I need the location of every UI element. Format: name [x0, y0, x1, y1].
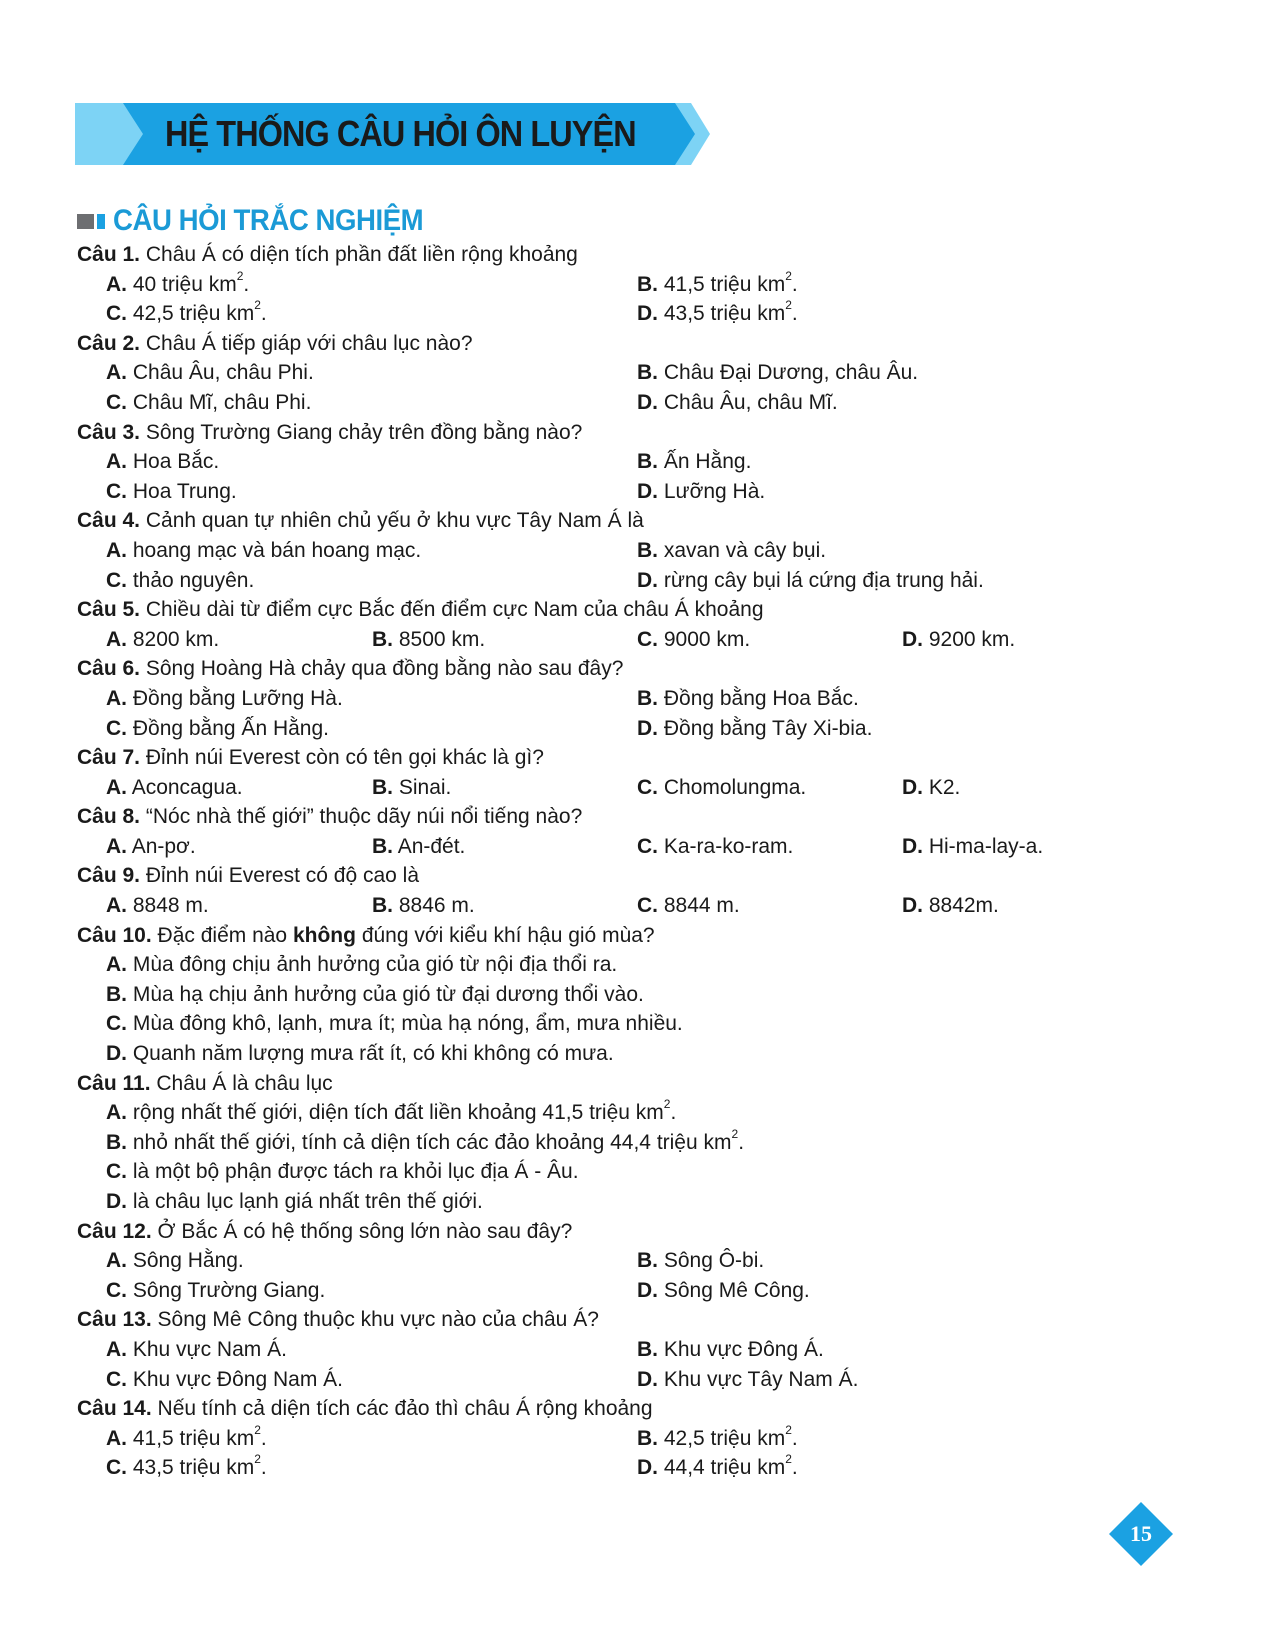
option-text: Hoa Trung. [132, 479, 237, 503]
option-row [77, 1246, 1197, 1276]
question-stem [77, 802, 1197, 832]
option-text: Mùa đông chịu ảnh hưởng của gió từ nội địa thổi ra. [132, 953, 618, 977]
superscript: 2 [785, 1452, 792, 1467]
option-text: Châu Đại Dương, châu Âu. [663, 361, 919, 385]
option-row [77, 270, 1197, 300]
option-d [637, 1276, 810, 1306]
option-text: An-pơ. [131, 834, 196, 858]
question-stem [77, 921, 1197, 951]
option-letter: B. [637, 1249, 658, 1273]
option-b [637, 358, 918, 388]
option-letter: B. [637, 361, 658, 385]
option-text: Mùa đông khô, lạnh, mưa ít; mùa hạ nóng, ẩm, mưa nhiều. [132, 1012, 683, 1036]
question-stem [77, 1217, 1197, 1247]
question-block [77, 329, 1197, 418]
option-text: Đồng bằng Hoa Bắc. [663, 686, 859, 710]
option-row [77, 358, 1197, 388]
option-text: Đồng bằng Ấn Hằng. [132, 716, 329, 740]
option-text: Sinai. [398, 775, 452, 799]
option-d [637, 566, 984, 596]
option-row [77, 684, 1197, 714]
superscript: 2 [254, 298, 261, 313]
question-block [77, 506, 1197, 595]
option-end: . [260, 302, 267, 326]
option-row [77, 447, 1197, 477]
question-text: Nếu tính cả diện tích các đảo thì châu Á rộng khoảng [157, 1397, 653, 1421]
question-stem [77, 1069, 1197, 1099]
question-text: Sông Mê Công thuộc khu vực nào của châu Á? [157, 1308, 599, 1332]
option-letter: A. [106, 1337, 127, 1361]
page-number-badge [1108, 1501, 1174, 1567]
option-text: 8848 m. [132, 894, 209, 918]
option-letter: C. [106, 479, 127, 503]
option-a [106, 684, 343, 714]
question-number: Câu 7. [77, 746, 141, 770]
option-letter: D. [637, 1456, 658, 1480]
option-d [902, 773, 960, 803]
option-letter: B. [637, 1337, 658, 1361]
option-a [106, 1246, 244, 1276]
option-end: . [243, 272, 250, 296]
option-b [637, 1424, 798, 1454]
option-text: hoang mạc và bán hoang mạc. [132, 538, 422, 562]
question-stem [77, 861, 1197, 891]
option-letter: A. [106, 361, 127, 385]
option-d [637, 1365, 858, 1395]
option-letter: D. [106, 1190, 127, 1213]
question-number: Câu 10. [77, 923, 152, 947]
question-number: Câu 12. [77, 1219, 152, 1243]
option-text: xavan và cây bụi. [663, 538, 827, 562]
option-text: 42,5 triệu km [132, 302, 255, 326]
option-letter: C. [106, 390, 127, 414]
option-letter: A. [106, 1101, 127, 1125]
question-text: Châu Á tiếp giáp với châu lục nào? [145, 331, 473, 355]
option-text: Quanh năm lượng mưa rất ít, có khi không có mưa. [132, 1042, 614, 1066]
option-text: Châu Mĩ, châu Phi. [132, 390, 312, 414]
option-letter: C. [106, 1456, 127, 1480]
question-text: Chiều dài từ điểm cực Bắc đến điểm cực Nam của châu Á khoảng [145, 598, 764, 622]
option-d [77, 1187, 1197, 1217]
option-text: Châu Âu, châu Phi. [132, 361, 314, 385]
option-text: Hi-ma-lay-a. [928, 834, 1044, 858]
option-row [77, 299, 1197, 329]
option-letter: B. [106, 982, 127, 1006]
option-b [637, 684, 859, 714]
option-row [77, 1335, 1197, 1365]
option-letter: C. [106, 1278, 127, 1302]
option-letter: A. [106, 834, 127, 858]
option-letter: A. [106, 1249, 127, 1273]
option-text: Aconcagua. [131, 775, 243, 799]
option-letter: C. [106, 1160, 127, 1184]
option-end: . [670, 1101, 677, 1125]
option-letter: D. [902, 627, 923, 651]
option-text: Đồng bằng Lưỡng Hà. [132, 686, 343, 710]
option-row [77, 625, 1197, 655]
option-text: Sông Trường Giang. [132, 1278, 326, 1302]
option-letter: D. [902, 775, 923, 799]
question-number: Câu 5. [77, 598, 141, 622]
option-c [77, 1009, 1197, 1039]
question-block [77, 240, 1197, 329]
section-marker-gray [77, 214, 94, 229]
option-text: 43,5 triệu km [663, 302, 786, 326]
option-d [637, 1453, 798, 1483]
option-text: Khu vực Đông Nam Á. [132, 1367, 343, 1391]
option-end: . [791, 1426, 798, 1450]
option-c [106, 714, 329, 744]
option-a [77, 1098, 1197, 1128]
option-letter: C. [637, 834, 658, 858]
option-row [77, 1453, 1197, 1483]
option-b [372, 832, 465, 862]
option-c [106, 1276, 325, 1306]
question-stem [77, 240, 1197, 270]
option-letter: C. [637, 627, 658, 651]
superscript: 2 [785, 1422, 792, 1437]
option-end: . [791, 302, 798, 326]
section-marker-blue [97, 214, 105, 229]
option-letter: D. [637, 716, 658, 740]
option-a [106, 891, 209, 921]
option-row [77, 566, 1197, 596]
question-text: Đỉnh núi Everest còn có tên gọi khác là gì? [145, 746, 544, 770]
option-text: rộng nhất thế giới, diện tích đất liền khoảng 41,5 triệu km [132, 1101, 664, 1125]
option-row [77, 1276, 1197, 1306]
question-number: Câu 14. [77, 1397, 152, 1421]
question-number: Câu 13. [77, 1308, 152, 1332]
option-row [77, 773, 1197, 803]
option-text: 8846 m. [398, 894, 475, 918]
option-d [637, 714, 872, 744]
option-row [77, 536, 1197, 566]
option-letter: B. [372, 775, 393, 799]
question-number: Câu 9. [77, 864, 141, 888]
option-d [902, 625, 1015, 655]
question-emphasis: không [292, 923, 356, 947]
option-letter: B. [106, 1130, 127, 1154]
question-text: Sông Hoàng Hà chảy qua đồng bằng nào sau đây? [145, 657, 624, 681]
option-text: Lưỡng Hà. [663, 479, 766, 503]
question-block [77, 1305, 1197, 1394]
question-number: Câu 4. [77, 509, 141, 533]
question-block [77, 595, 1197, 654]
option-a [106, 1335, 287, 1365]
option-end: . [738, 1130, 745, 1154]
option-letter: A. [106, 627, 127, 651]
question-block [77, 921, 1197, 1069]
page-title: HỆ THỐNG CÂU HỎI ÔN LUYỆN [165, 113, 636, 154]
option-text: K2. [928, 775, 961, 799]
option-text: 44,4 triệu km [663, 1456, 786, 1480]
question-number: Câu 11. [77, 1071, 151, 1095]
option-text: 9000 km. [663, 627, 751, 651]
question-text: Sông Trường Giang chảy trên đồng bằng nào? [145, 420, 583, 444]
option-row [77, 714, 1197, 744]
option-row [77, 477, 1197, 507]
option-text: thảo nguyên. [132, 568, 255, 592]
option-c [106, 299, 267, 329]
option-letter: A. [106, 686, 127, 710]
option-letter: B. [372, 627, 393, 651]
question-text: Đặc điểm nào [157, 923, 288, 947]
question-text: Cảnh quan tự nhiên chủ yếu ở khu vực Tây Nam Á là [145, 509, 644, 533]
option-text: Sông Ô-bi. [663, 1249, 765, 1273]
option-letter: B. [372, 834, 393, 858]
option-d [637, 299, 798, 329]
question-text: “Nóc nhà thế giới” thuộc dãy núi nổi tiếng nào? [145, 805, 583, 829]
option-text: 8200 km. [132, 627, 220, 651]
option-letter: D. [637, 479, 658, 503]
question-number: Câu 3. [77, 420, 141, 444]
option-text: Sông Mê Công. [663, 1278, 810, 1302]
option-a [106, 447, 219, 477]
option-text: 8842m. [928, 894, 999, 918]
question-stem [77, 743, 1197, 773]
question-block [77, 1069, 1197, 1217]
question-block [77, 418, 1197, 507]
option-b [77, 1128, 1197, 1158]
question-stem [77, 1305, 1197, 1335]
option-text: Ấn Hằng. [663, 450, 752, 474]
option-d [77, 1039, 1197, 1069]
question-number: Câu 8. [77, 805, 141, 829]
option-text: Hoa Bắc. [132, 450, 220, 474]
option-letter: B. [637, 538, 658, 562]
option-text: Mùa hạ chịu ảnh hưởng của gió từ đại dương thổi vào. [132, 982, 644, 1006]
option-c [637, 891, 740, 921]
option-row [77, 388, 1197, 418]
option-letter: C. [637, 775, 658, 799]
option-letter: C. [637, 894, 658, 918]
option-b [637, 1246, 764, 1276]
question-stem [77, 329, 1197, 359]
option-b [77, 980, 1197, 1010]
question-number: Câu 2. [77, 331, 141, 355]
superscript: 2 [785, 268, 792, 283]
option-c [106, 1365, 343, 1395]
option-d [902, 891, 999, 921]
page-number: 15 [1130, 1521, 1152, 1546]
option-letter: B. [637, 686, 658, 710]
option-text: Đồng bằng Tây Xi-bia. [663, 716, 873, 740]
option-c [637, 625, 750, 655]
option-letter: A. [106, 450, 127, 474]
question-number: Câu 6. [77, 657, 141, 681]
option-text: Khu vực Nam Á. [132, 1337, 287, 1361]
option-text: 8844 m. [663, 894, 740, 918]
option-text: Châu Âu, châu Mĩ. [663, 390, 838, 414]
option-b [372, 773, 451, 803]
question-block [77, 654, 1197, 743]
question-list [77, 240, 1197, 1483]
question-text: Ở Bắc Á có hệ thống sông lớn nào sau đây? [157, 1219, 573, 1243]
question-text: Đỉnh núi Everest có độ cao là [145, 864, 420, 888]
question-stem [77, 595, 1197, 625]
question-block [77, 1394, 1197, 1483]
option-letter: D. [637, 302, 658, 326]
option-letter: B. [372, 894, 393, 918]
option-a [77, 950, 1197, 980]
option-letter: C. [106, 568, 127, 592]
option-letter: C. [106, 1012, 127, 1036]
option-b [372, 625, 485, 655]
option-a [106, 773, 243, 803]
option-d [637, 388, 838, 418]
option-d [902, 832, 1043, 862]
option-letter: A. [106, 538, 127, 562]
question-stem [77, 418, 1197, 448]
option-a [106, 832, 196, 862]
option-text: 9200 km. [928, 627, 1016, 651]
question-block [77, 1217, 1197, 1306]
option-letter: A. [106, 894, 127, 918]
option-a [106, 270, 249, 300]
question-block [77, 743, 1197, 802]
option-c [106, 388, 311, 418]
superscript: 2 [663, 1097, 671, 1112]
question-number: Câu 1. [77, 243, 141, 266]
option-letter: D. [637, 1367, 658, 1391]
option-text: là châu lục lạnh giá nhất trên thế giới. [132, 1190, 483, 1213]
option-text: Ka-ra-ko-ram. [663, 834, 794, 858]
option-a [106, 536, 421, 566]
option-letter: C. [106, 1367, 127, 1391]
superscript: 2 [785, 298, 792, 313]
question-text: Châu Á có diện tích phần đất liền rộng khoảng [145, 243, 578, 266]
superscript: 2 [731, 1126, 739, 1141]
question-block [77, 861, 1197, 920]
option-end: . [260, 1426, 267, 1450]
option-text: Chomolungma. [663, 775, 807, 799]
superscript: 2 [254, 1422, 261, 1437]
question-stem [77, 654, 1197, 684]
option-text: 40 triệu km [132, 272, 237, 296]
option-a [106, 625, 219, 655]
option-b [372, 891, 475, 921]
option-text: Khu vực Đông Á. [663, 1337, 824, 1361]
option-letter: A. [106, 272, 127, 296]
option-letter: B. [637, 450, 658, 474]
option-text: 42,5 triệu km [663, 1426, 786, 1450]
option-row [77, 891, 1197, 921]
option-letter: A. [106, 953, 127, 977]
option-letter: D. [106, 1042, 127, 1066]
option-c [106, 477, 237, 507]
option-letter: B. [637, 1426, 658, 1450]
question-block [77, 802, 1197, 861]
option-letter: C. [106, 302, 127, 326]
option-letter: D. [637, 1278, 658, 1302]
option-a [106, 1424, 267, 1454]
option-letter: C. [106, 716, 127, 740]
superscript: 2 [236, 268, 244, 283]
option-text: 43,5 triệu km [132, 1456, 255, 1480]
option-letter: D. [637, 390, 658, 414]
option-a [106, 358, 314, 388]
section-title: CÂU HỎI TRẮC NGHIỆM [113, 204, 424, 237]
superscript: 2 [254, 1452, 261, 1467]
question-text: Châu Á là châu lục [156, 1071, 333, 1095]
question-stem [77, 506, 1197, 536]
option-letter: B. [637, 272, 658, 296]
option-d [637, 477, 765, 507]
option-row [77, 1424, 1197, 1454]
option-end: . [791, 272, 798, 296]
option-text: nhỏ nhất thế giới, tính cả diện tích các đảo khoảng 44,4 triệu km [132, 1130, 732, 1154]
option-end: . [791, 1456, 798, 1480]
option-c [637, 832, 793, 862]
option-text: 41,5 triệu km [663, 272, 786, 296]
option-end: . [260, 1456, 267, 1480]
option-b [637, 536, 826, 566]
header-banner [75, 103, 710, 165]
option-text: 41,5 triệu km [132, 1426, 255, 1450]
option-letter: A. [106, 1426, 127, 1450]
option-b [637, 270, 798, 300]
option-letter: D. [637, 568, 658, 592]
option-letter: D. [902, 894, 923, 918]
option-c [106, 566, 254, 596]
option-row [77, 832, 1197, 862]
option-c [106, 1453, 267, 1483]
option-letter: A. [106, 775, 127, 799]
option-text: 8500 km. [398, 627, 486, 651]
option-c [77, 1157, 1197, 1187]
question-text-after: đúng với kiểu khí hậu gió mùa? [361, 923, 655, 947]
option-row [77, 1365, 1197, 1395]
option-b [637, 1335, 824, 1365]
option-text: rừng cây bụi lá cứng địa trung hải. [663, 568, 984, 592]
option-c [637, 773, 806, 803]
option-text: là một bộ phận được tách ra khỏi lục địa Á - Âu. [132, 1160, 579, 1184]
option-text: An-đét. [397, 834, 466, 858]
option-text: Khu vực Tây Nam Á. [663, 1367, 859, 1391]
option-b [637, 447, 751, 477]
option-text: Sông Hằng. [132, 1249, 244, 1273]
question-stem [77, 1394, 1197, 1424]
option-letter: D. [902, 834, 923, 858]
